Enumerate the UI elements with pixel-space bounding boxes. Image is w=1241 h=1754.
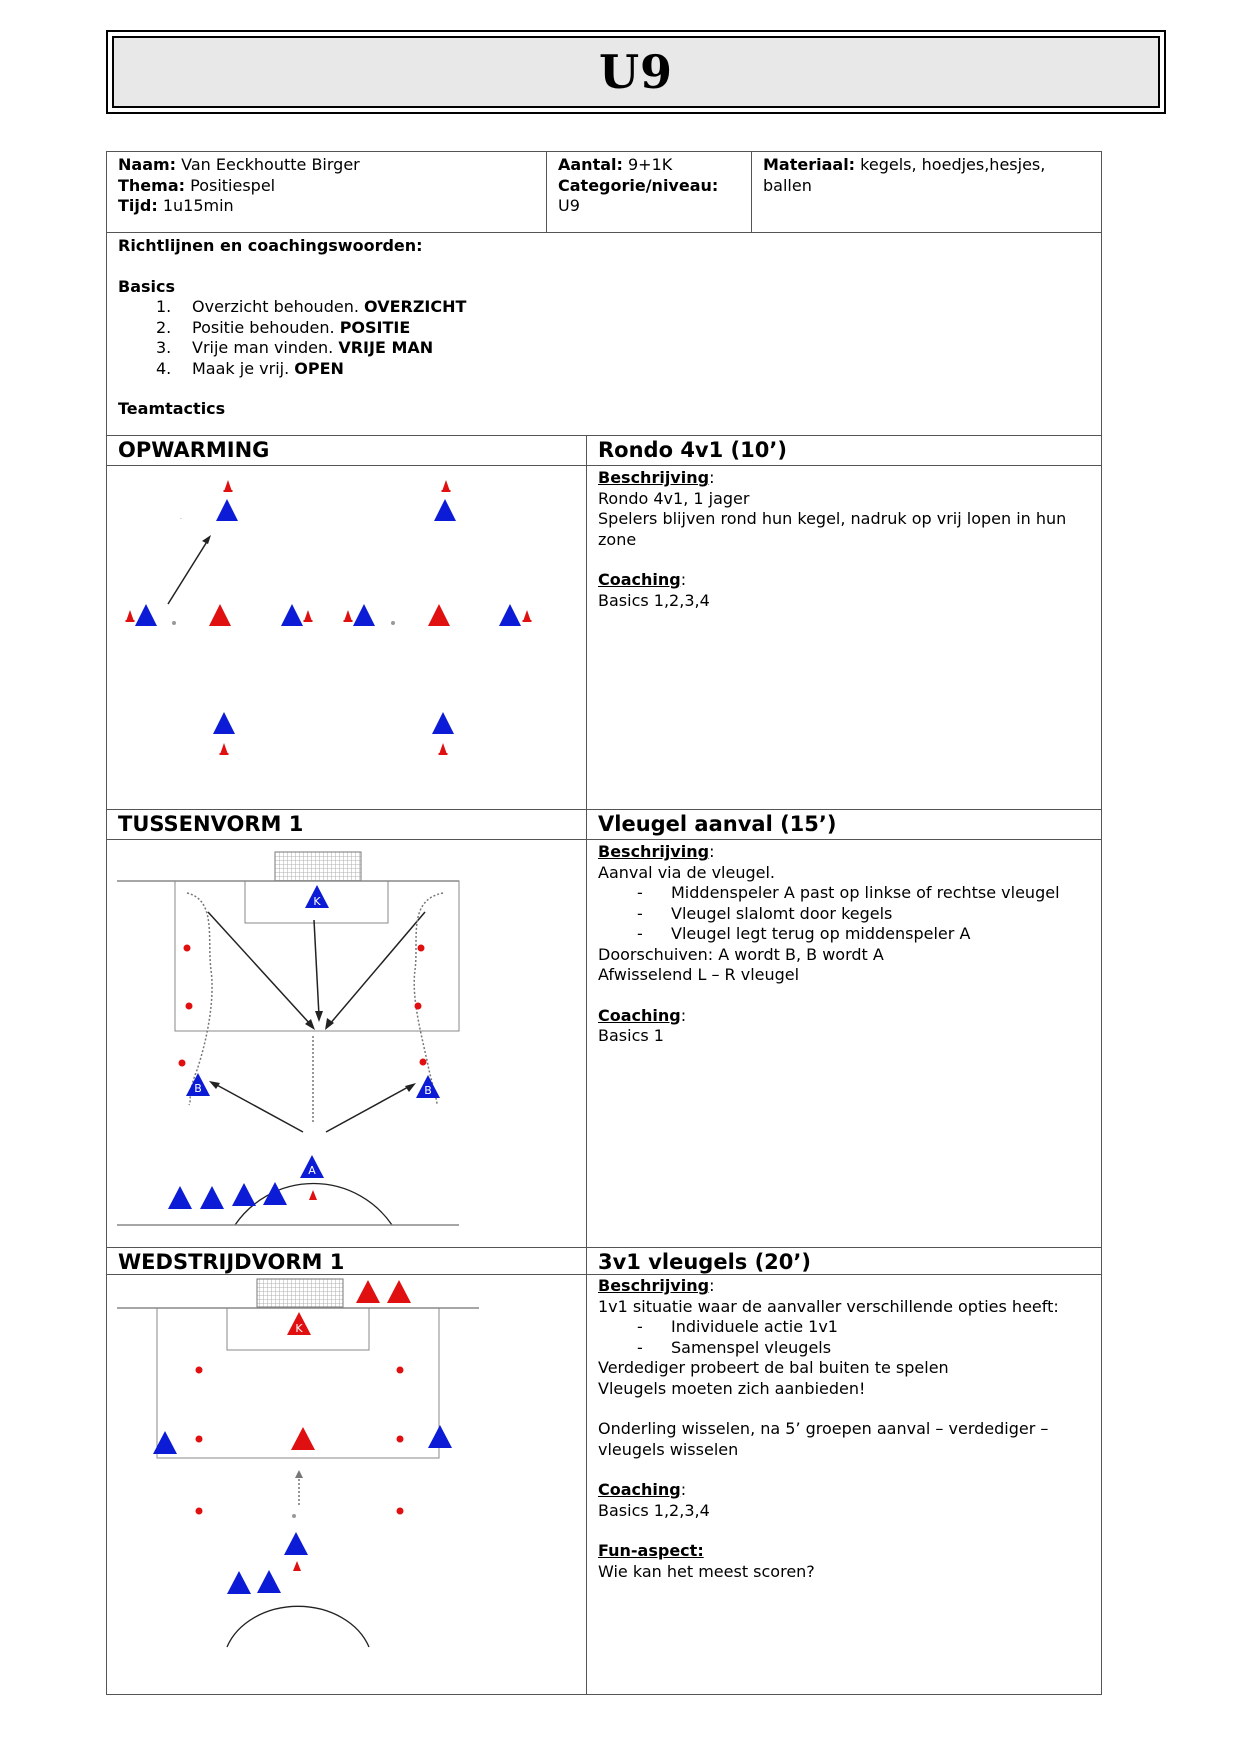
fun-aspect-label: Fun-aspect: xyxy=(598,1541,704,1560)
cone-marker xyxy=(186,1003,193,1010)
waiting-player xyxy=(257,1570,281,1593)
keeper-letter: K xyxy=(295,1322,303,1335)
richtlijnen-block xyxy=(106,232,1102,436)
penalty-arc xyxy=(227,1606,369,1647)
section-3-diagram-cell xyxy=(106,1274,587,1695)
svg-text:B: B xyxy=(194,1082,202,1095)
cone-marker xyxy=(220,743,229,755)
pass-arrow xyxy=(326,1086,410,1132)
richtlijnen-heading: Richtlijnen en coachingswoorden: xyxy=(118,236,423,255)
waiting-player xyxy=(263,1182,287,1205)
info-cell-name: Naam: Van Eeckhoutte Birger Thema: Positiespel Tijd: 1u15min xyxy=(106,151,547,233)
coaching-text: Basics 1 xyxy=(598,1026,664,1045)
slalom-path-right xyxy=(414,893,443,1105)
svg-text:B: B xyxy=(424,1084,432,1097)
red-player xyxy=(387,1280,411,1303)
cone-marker xyxy=(344,610,353,622)
description-line: Onderling wisselen, na 5’ groepen aanval – verdediger – vleugels wisselen xyxy=(598,1419,1049,1459)
wedstrijd-diagram xyxy=(107,1275,588,1696)
bullet-item: - Vleugel legt terug op middenspeler A xyxy=(637,924,971,943)
goal-net xyxy=(275,852,361,881)
beschrijving-label: Beschrijving xyxy=(598,1276,710,1295)
blue-player xyxy=(135,604,157,626)
description-line: Aanval via de vleugel. xyxy=(598,862,776,882)
blue-player xyxy=(216,499,238,521)
title-box xyxy=(106,30,1166,114)
attacker-player xyxy=(284,1532,308,1555)
pass-arrow xyxy=(208,912,311,1025)
cone-marker xyxy=(418,945,425,952)
beschrijving-label: Beschrijving xyxy=(598,468,710,487)
cone-marker xyxy=(442,480,451,492)
cone-marker xyxy=(184,945,191,952)
section-1-diagram-cell xyxy=(106,465,587,810)
svg-text:A: A xyxy=(308,1164,316,1177)
categorie-value: U9 xyxy=(558,196,580,215)
rondo-diagram xyxy=(107,466,588,811)
naam-value: Van Eeckhoutte Birger xyxy=(181,155,360,174)
section-2-description: Beschrijving: Aanval via de vleugel. - Middenspeler A past op linkse of rechtse vleugel - Vleugel slalomt door kegels - Vleugel legt terug op middenspeler A Doorschuiven: A wordt B, B wordt A Afwisselend L – R vleugel Coaching: Basics 1 xyxy=(586,839,1102,1248)
waiting-player xyxy=(232,1183,256,1206)
blue-player xyxy=(281,604,303,626)
waiting-player xyxy=(227,1571,251,1594)
bullet-item: - Samenspel vleugels xyxy=(637,1337,832,1357)
blue-player xyxy=(213,712,235,734)
section-2-name: Vleugel aanval (15’) xyxy=(586,809,1102,840)
vleugel-diagram xyxy=(107,840,588,1249)
pass-arrow xyxy=(329,912,425,1025)
cone-marker xyxy=(196,1436,203,1443)
blue-player xyxy=(499,604,521,626)
wing-player xyxy=(428,1425,452,1448)
cone-marker xyxy=(420,1059,427,1066)
slalom-path-left xyxy=(187,893,212,1105)
cone-marker xyxy=(196,1367,203,1374)
materiaal-value: kegels, hoedjes,hesjes, ballen xyxy=(763,155,1046,195)
bullet-item: - Vleugel slalomt door kegels xyxy=(637,903,893,923)
waiting-player xyxy=(200,1186,224,1209)
coaching-label: Coaching xyxy=(598,1005,681,1025)
description-line: Spelers blijven rond hun kegel, nadruk op vrij lopen in hun zone xyxy=(598,509,1067,549)
pass-arrow xyxy=(314,920,319,1016)
description-line: Rondo 4v1, 1 jager xyxy=(598,488,750,508)
bullet-item: - Middenspeler A past op linkse of rechtse vleugel xyxy=(637,883,1060,902)
section-2-phase: TUSSENVORM 1 xyxy=(106,809,587,840)
coaching-text: Basics 1,2,3,4 xyxy=(598,590,710,610)
cone-marker xyxy=(439,743,448,755)
penalty-arc xyxy=(235,1184,392,1225)
basics-item: 3. Vrije man vinden. VRIJE MAN xyxy=(156,338,434,357)
cone-marker xyxy=(304,610,313,622)
description-line: Afwisselend L – R vleugel xyxy=(598,965,800,984)
bullet-item: - Individuele actie 1v1 xyxy=(637,1317,838,1336)
section-2-diagram-cell xyxy=(106,839,587,1248)
basics-item: 1. Overzicht behouden. OVERZICHT xyxy=(156,297,467,316)
waiting-player xyxy=(168,1186,192,1209)
basics-list xyxy=(118,297,1090,379)
red-player xyxy=(209,604,231,626)
categorie-label: Categorie/niveau: xyxy=(558,175,719,195)
cone-marker xyxy=(179,1060,186,1067)
description-line: 1v1 situatie waar de aanvaller verschillende opties heeft: xyxy=(598,1296,1059,1316)
fun-aspect-text: Wie kan het meest scoren? xyxy=(598,1561,815,1581)
coaching-label: Coaching xyxy=(598,570,681,589)
red-player xyxy=(356,1280,380,1303)
section-3-phase: WEDSTRIJDVORM 1 xyxy=(106,1247,587,1275)
aantal-value: 9+1K xyxy=(628,155,673,174)
keeper-letter: K xyxy=(313,895,321,908)
cone-marker xyxy=(415,1003,422,1010)
info-cell-aantal: Aantal: 9+1K Categorie/niveau: U9 xyxy=(546,151,752,233)
cone-marker xyxy=(523,610,532,622)
description-line: Vleugels moeten zich aanbieden! xyxy=(598,1378,866,1398)
svg-text:·: · xyxy=(180,516,182,523)
cone-marker xyxy=(196,1508,203,1515)
pass-arrow xyxy=(215,1084,303,1132)
teamtactics-heading: Teamtactics xyxy=(118,399,226,418)
tijd-value: 1u15min xyxy=(162,196,234,215)
cone-marker xyxy=(126,610,135,622)
cone-marker xyxy=(224,480,233,492)
description-line: Verdediger probeert de bal buiten te spelen xyxy=(598,1358,949,1377)
beschrijving-label: Beschrijving xyxy=(598,842,710,861)
section-3-name: 3v1 vleugels (20’) xyxy=(586,1247,1102,1275)
blue-player xyxy=(432,712,454,734)
cone-marker xyxy=(397,1508,404,1515)
red-player xyxy=(428,604,450,626)
section-1-name: Rondo 4v1 (10’) xyxy=(586,435,1102,466)
page-title: U9 xyxy=(598,45,674,99)
info-cell-materiaal: Materiaal: kegels, hoedjes,hesjes, ballen xyxy=(751,151,1102,233)
cone-marker xyxy=(309,1190,317,1200)
description-line: Doorschuiven: A wordt B, B wordt A xyxy=(598,944,884,964)
blue-player xyxy=(353,604,375,626)
cone-marker xyxy=(293,1561,301,1571)
coaching-label: Coaching xyxy=(598,1480,681,1499)
thema-value: Positiespel xyxy=(190,175,276,195)
section-3-description: Beschrijving: 1v1 situatie waar de aanvaller verschillende opties heeft: - Individuele actie 1v1 - Samenspel vleugels Verdediger probeert de bal buiten te spelen Vleugels moeten zich aanbieden! Onderling wisselen, na 5’ groepen aanval – verdediger – vleugels wisselen Coaching: Basics 1,2,3,4 Fun-aspect: Wie kan het meest scoren? xyxy=(586,1274,1102,1695)
goal-net xyxy=(257,1279,343,1307)
blue-player xyxy=(434,499,456,521)
pass-arrow xyxy=(168,540,208,604)
defender-player xyxy=(291,1427,315,1450)
basics-item: 2. Positie behouden. POSITIE xyxy=(156,317,411,337)
basics-heading: Basics xyxy=(118,276,176,296)
section-1-description: Beschrijving: Rondo 4v1, 1 jager Spelers blijven rond hun kegel, nadruk op vrij lopen in hun zone Coaching: Basics 1,2,3,4 xyxy=(586,465,1102,810)
section-1-phase: OPWARMING xyxy=(106,435,587,466)
basics-item: 4. Maak je vrij. OPEN xyxy=(156,358,344,378)
coaching-text: Basics 1,2,3,4 xyxy=(598,1500,710,1520)
cone-marker xyxy=(397,1367,404,1374)
cone-marker xyxy=(397,1436,404,1443)
